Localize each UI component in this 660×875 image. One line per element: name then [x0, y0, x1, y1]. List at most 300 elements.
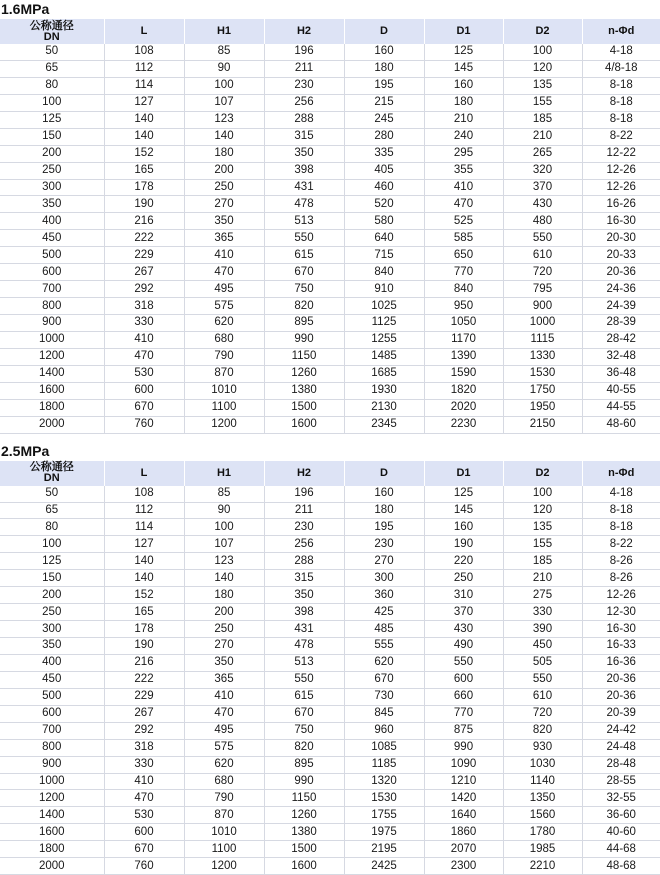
table-row	[0, 587, 660, 604]
cell-h2: 750	[264, 281, 344, 298]
cell-h1: 495	[184, 281, 264, 298]
cell-l: 178	[104, 179, 184, 196]
cell-dn: 200	[0, 145, 104, 162]
table-row	[0, 196, 660, 213]
cell-h2: 1380	[264, 824, 344, 841]
header-l: L	[104, 461, 184, 486]
cell-d2: 820	[503, 722, 582, 739]
cell-n-phi-d: 16-36	[582, 654, 660, 671]
cell-h2: 820	[264, 298, 344, 315]
cell-d1: 355	[424, 162, 503, 179]
header-n-phi-d: n-Φd	[582, 461, 660, 486]
cell-d2: 2150	[503, 416, 582, 433]
cell-d1: 1590	[424, 365, 503, 382]
cell-d2: 900	[503, 298, 582, 315]
cell-h2: 1150	[264, 348, 344, 365]
header-d2: D2	[503, 19, 582, 44]
cell-h2: 513	[264, 654, 344, 671]
cell-dn: 125	[0, 111, 104, 128]
cell-h2: 230	[264, 77, 344, 94]
cell-h1: 365	[184, 671, 264, 688]
cell-n-phi-d: 36-48	[582, 365, 660, 382]
cell-n-phi-d: 20-30	[582, 230, 660, 247]
cell-d1: 145	[424, 60, 503, 77]
cell-h2: 256	[264, 94, 344, 111]
cell-d1: 410	[424, 179, 503, 196]
header-h2: H2	[264, 461, 344, 486]
cell-d2: 370	[503, 179, 582, 196]
cell-d: 1975	[344, 824, 424, 841]
cell-n-phi-d: 12-26	[582, 587, 660, 604]
cell-d2: 1530	[503, 365, 582, 382]
cell-d1: 1210	[424, 773, 503, 790]
cell-dn: 450	[0, 671, 104, 688]
cell-d2: 450	[503, 638, 582, 655]
cell-l: 127	[104, 94, 184, 111]
cell-h1: 123	[184, 553, 264, 570]
cell-h1: 250	[184, 621, 264, 638]
table-row	[0, 365, 660, 382]
cell-d2: 210	[503, 128, 582, 145]
cell-dn: 1800	[0, 841, 104, 858]
cell-dn: 1600	[0, 824, 104, 841]
cell-l: 267	[104, 264, 184, 281]
cell-d1: 125	[424, 44, 503, 60]
cell-l: 165	[104, 162, 184, 179]
cell-d1: 950	[424, 298, 503, 315]
table-row	[0, 841, 660, 858]
cell-h1: 350	[184, 213, 264, 230]
cell-d1: 295	[424, 145, 503, 162]
table-row	[0, 77, 660, 94]
cell-d1: 770	[424, 705, 503, 722]
cell-dn: 1000	[0, 773, 104, 790]
table-row	[0, 858, 660, 875]
cell-l: 470	[104, 790, 184, 807]
cell-dn: 80	[0, 77, 104, 94]
table-row	[0, 502, 660, 519]
cell-h1: 270	[184, 196, 264, 213]
spec-table	[0, 461, 660, 875]
cell-l: 140	[104, 570, 184, 587]
cell-h2: 990	[264, 331, 344, 348]
cell-d2: 720	[503, 264, 582, 281]
cell-h2: 550	[264, 671, 344, 688]
cell-d: 195	[344, 519, 424, 536]
table-row	[0, 519, 660, 536]
cell-h1: 1100	[184, 399, 264, 416]
table-row	[0, 382, 660, 399]
cell-h2: 1260	[264, 807, 344, 824]
cell-d1: 2230	[424, 416, 503, 433]
cell-l: 108	[104, 44, 184, 60]
table-row	[0, 570, 660, 587]
cell-dn: 350	[0, 638, 104, 655]
section-title: 1.6MPa	[1, 1, 50, 17]
cell-n-phi-d: 12-26	[582, 179, 660, 196]
cell-n-phi-d: 20-39	[582, 705, 660, 722]
cell-n-phi-d: 16-26	[582, 196, 660, 213]
cell-h1: 200	[184, 162, 264, 179]
cell-l: 222	[104, 671, 184, 688]
cell-d: 910	[344, 281, 424, 298]
cell-d2: 135	[503, 77, 582, 94]
cell-d: 460	[344, 179, 424, 196]
cell-l: 178	[104, 621, 184, 638]
cell-d: 1755	[344, 807, 424, 824]
cell-h1: 1010	[184, 824, 264, 841]
cell-d1: 875	[424, 722, 503, 739]
cell-l: 165	[104, 604, 184, 621]
cell-h2: 1150	[264, 790, 344, 807]
cell-n-phi-d: 16-30	[582, 213, 660, 230]
cell-h2: 1260	[264, 365, 344, 382]
cell-l: 114	[104, 77, 184, 94]
table-row	[0, 621, 660, 638]
cell-d2: 320	[503, 162, 582, 179]
cell-h1: 1200	[184, 858, 264, 875]
cell-d: 1930	[344, 382, 424, 399]
cell-d2: 930	[503, 739, 582, 756]
cell-dn: 450	[0, 230, 104, 247]
table-row	[0, 739, 660, 756]
cell-d2: 185	[503, 553, 582, 570]
cell-l: 216	[104, 654, 184, 671]
cell-n-phi-d: 24-36	[582, 281, 660, 298]
cell-h2: 478	[264, 638, 344, 655]
cell-h2: 230	[264, 519, 344, 536]
cell-h1: 1010	[184, 382, 264, 399]
cell-h2: 256	[264, 536, 344, 553]
cell-dn: 100	[0, 536, 104, 553]
cell-dn: 1400	[0, 365, 104, 382]
header-row	[0, 461, 660, 486]
cell-h2: 895	[264, 315, 344, 332]
cell-d: 1025	[344, 298, 424, 315]
cell-l: 530	[104, 807, 184, 824]
table-body	[0, 44, 660, 433]
header-dn-line1: 公称通径	[29, 19, 74, 32]
header-n-phi-d: n-Φd	[582, 19, 660, 44]
cell-h2: 820	[264, 739, 344, 756]
cell-dn: 500	[0, 688, 104, 705]
cell-h1: 470	[184, 264, 264, 281]
table-row	[0, 638, 660, 655]
cell-h2: 196	[264, 44, 344, 60]
cell-h1: 85	[184, 486, 264, 502]
cell-dn: 600	[0, 705, 104, 722]
cell-n-phi-d: 8-26	[582, 553, 660, 570]
cell-dn: 50	[0, 486, 104, 502]
cell-d2: 330	[503, 604, 582, 621]
cell-h2: 513	[264, 213, 344, 230]
cell-d: 1685	[344, 365, 424, 382]
cell-h2: 431	[264, 179, 344, 196]
cell-d1: 2020	[424, 399, 503, 416]
cell-l: 140	[104, 111, 184, 128]
header-h1: H1	[184, 19, 264, 44]
cell-d: 1085	[344, 739, 424, 756]
cell-h2: 1380	[264, 382, 344, 399]
cell-n-phi-d: 8-18	[582, 77, 660, 94]
cell-l: 292	[104, 722, 184, 739]
cell-d: 845	[344, 705, 424, 722]
cell-dn: 600	[0, 264, 104, 281]
cell-h1: 365	[184, 230, 264, 247]
cell-d2: 795	[503, 281, 582, 298]
cell-h1: 680	[184, 773, 264, 790]
cell-dn: 300	[0, 179, 104, 196]
cell-dn: 65	[0, 60, 104, 77]
cell-h1: 495	[184, 722, 264, 739]
table-row	[0, 230, 660, 247]
cell-h2: 478	[264, 196, 344, 213]
cell-l: 600	[104, 824, 184, 841]
cell-n-phi-d: 24-48	[582, 739, 660, 756]
cell-l: 216	[104, 213, 184, 230]
cell-d: 1255	[344, 331, 424, 348]
cell-d1: 1820	[424, 382, 503, 399]
cell-dn: 350	[0, 196, 104, 213]
cell-l: 530	[104, 365, 184, 382]
cell-h1: 85	[184, 44, 264, 60]
cell-h2: 750	[264, 722, 344, 739]
table-row	[0, 145, 660, 162]
cell-h1: 470	[184, 705, 264, 722]
cell-h1: 620	[184, 756, 264, 773]
cell-l: 330	[104, 756, 184, 773]
cell-d2: 135	[503, 519, 582, 536]
table-row	[0, 348, 660, 365]
cell-h2: 615	[264, 247, 344, 264]
cell-d: 195	[344, 77, 424, 94]
cell-d: 270	[344, 553, 424, 570]
cell-d1: 190	[424, 536, 503, 553]
cell-d2: 550	[503, 230, 582, 247]
cell-n-phi-d: 24-39	[582, 298, 660, 315]
cell-d: 230	[344, 536, 424, 553]
section-title: 2.5MPa	[1, 442, 50, 459]
cell-d1: 220	[424, 553, 503, 570]
cell-h2: 670	[264, 705, 344, 722]
cell-d2: 610	[503, 688, 582, 705]
cell-n-phi-d: 8-22	[582, 128, 660, 145]
cell-d: 1530	[344, 790, 424, 807]
cell-d: 520	[344, 196, 424, 213]
table-section-1-6mpa	[0, 0, 660, 434]
cell-l: 112	[104, 502, 184, 519]
table-row	[0, 128, 660, 145]
cell-d1: 1860	[424, 824, 503, 841]
header-dn-line2: DN	[43, 30, 60, 43]
cell-h2: 431	[264, 621, 344, 638]
table-row	[0, 179, 660, 196]
cell-d1: 1640	[424, 807, 503, 824]
header-dn-line1: 公称通径	[29, 461, 74, 474]
header-d: D	[344, 461, 424, 486]
header-dn	[0, 461, 104, 486]
cell-d1: 250	[424, 570, 503, 587]
cell-dn: 150	[0, 128, 104, 145]
cell-d1: 1420	[424, 790, 503, 807]
cell-d: 215	[344, 94, 424, 111]
cell-d: 360	[344, 587, 424, 604]
header-h1: H1	[184, 461, 264, 486]
cell-d1: 1390	[424, 348, 503, 365]
cell-d2: 210	[503, 570, 582, 587]
cell-d1: 370	[424, 604, 503, 621]
cell-d: 1125	[344, 315, 424, 332]
cell-d: 840	[344, 264, 424, 281]
cell-d2: 100	[503, 44, 582, 60]
cell-d: 425	[344, 604, 424, 621]
header-h2: H2	[264, 19, 344, 44]
table-row	[0, 688, 660, 705]
cell-d2: 155	[503, 94, 582, 111]
cell-d1: 525	[424, 213, 503, 230]
cell-dn: 2000	[0, 858, 104, 875]
table-row	[0, 298, 660, 315]
cell-d1: 1090	[424, 756, 503, 773]
cell-n-phi-d: 32-48	[582, 348, 660, 365]
cell-h1: 790	[184, 790, 264, 807]
cell-l: 114	[104, 519, 184, 536]
table-row	[0, 331, 660, 348]
cell-d2: 1950	[503, 399, 582, 416]
cell-n-phi-d: 48-68	[582, 858, 660, 875]
cell-l: 108	[104, 486, 184, 502]
cell-h2: 1600	[264, 858, 344, 875]
cell-h1: 100	[184, 77, 264, 94]
cell-n-phi-d: 20-33	[582, 247, 660, 264]
cell-d: 2345	[344, 416, 424, 433]
cell-h1: 1200	[184, 416, 264, 433]
cell-n-phi-d: 28-42	[582, 331, 660, 348]
cell-d: 2130	[344, 399, 424, 416]
cell-d1: 1050	[424, 315, 503, 332]
cell-dn: 50	[0, 44, 104, 60]
cell-l: 760	[104, 858, 184, 875]
cell-d2: 1350	[503, 790, 582, 807]
cell-l: 190	[104, 638, 184, 655]
cell-d: 620	[344, 654, 424, 671]
cell-d: 1485	[344, 348, 424, 365]
cell-dn: 700	[0, 722, 104, 739]
cell-d: 715	[344, 247, 424, 264]
cell-n-phi-d: 44-55	[582, 399, 660, 416]
cell-d2: 265	[503, 145, 582, 162]
cell-d2: 505	[503, 654, 582, 671]
cell-n-phi-d: 4/8-18	[582, 60, 660, 77]
table-row	[0, 536, 660, 553]
table-row	[0, 722, 660, 739]
cell-dn: 125	[0, 553, 104, 570]
cell-dn: 1200	[0, 348, 104, 365]
cell-dn: 1400	[0, 807, 104, 824]
cell-h1: 90	[184, 502, 264, 519]
cell-d2: 275	[503, 587, 582, 604]
cell-l: 670	[104, 841, 184, 858]
cell-dn: 250	[0, 604, 104, 621]
table-row	[0, 604, 660, 621]
cell-n-phi-d: 12-26	[582, 162, 660, 179]
cell-d2: 1140	[503, 773, 582, 790]
table-row	[0, 553, 660, 570]
table-row	[0, 213, 660, 230]
cell-d2: 430	[503, 196, 582, 213]
cell-h2: 1500	[264, 399, 344, 416]
cell-dn: 100	[0, 94, 104, 111]
table-section-2-5mpa	[0, 442, 660, 875]
cell-dn: 400	[0, 654, 104, 671]
cell-n-phi-d: 8-18	[582, 519, 660, 536]
cell-n-phi-d: 28-48	[582, 756, 660, 773]
cell-d2: 1560	[503, 807, 582, 824]
cell-l: 318	[104, 298, 184, 315]
cell-dn: 800	[0, 739, 104, 756]
cell-d2: 390	[503, 621, 582, 638]
cell-dn: 900	[0, 756, 104, 773]
cell-d2: 1750	[503, 382, 582, 399]
cell-dn: 2000	[0, 416, 104, 433]
cell-d: 160	[344, 486, 424, 502]
header-dn-line2: DN	[43, 472, 60, 485]
cell-d1: 2300	[424, 858, 503, 875]
table-row	[0, 807, 660, 824]
cell-d1: 840	[424, 281, 503, 298]
cell-h2: 211	[264, 502, 344, 519]
header-row	[0, 19, 660, 44]
cell-n-phi-d: 4-18	[582, 44, 660, 60]
cell-h2: 990	[264, 773, 344, 790]
cell-h1: 180	[184, 587, 264, 604]
cell-d: 640	[344, 230, 424, 247]
table-row	[0, 111, 660, 128]
cell-d1: 240	[424, 128, 503, 145]
cell-d: 1320	[344, 773, 424, 790]
cell-l: 152	[104, 145, 184, 162]
cell-d: 1185	[344, 756, 424, 773]
cell-h2: 315	[264, 570, 344, 587]
cell-h1: 575	[184, 739, 264, 756]
table-row	[0, 399, 660, 416]
header-dn	[0, 19, 104, 44]
cell-dn: 900	[0, 315, 104, 332]
cell-l: 112	[104, 60, 184, 77]
cell-d1: 600	[424, 671, 503, 688]
cell-h1: 350	[184, 654, 264, 671]
cell-l: 410	[104, 773, 184, 790]
cell-d: 670	[344, 671, 424, 688]
table-row	[0, 671, 660, 688]
table-body	[0, 486, 660, 875]
cell-d: 160	[344, 44, 424, 60]
cell-n-phi-d: 8-18	[582, 94, 660, 111]
cell-h1: 270	[184, 638, 264, 655]
cell-h1: 200	[184, 604, 264, 621]
cell-d1: 180	[424, 94, 503, 111]
cell-d2: 550	[503, 671, 582, 688]
cell-n-phi-d: 16-30	[582, 621, 660, 638]
cell-n-phi-d: 40-55	[582, 382, 660, 399]
cell-dn: 300	[0, 621, 104, 638]
cell-h1: 870	[184, 365, 264, 382]
cell-d2: 610	[503, 247, 582, 264]
cell-n-phi-d: 12-22	[582, 145, 660, 162]
cell-dn: 1000	[0, 331, 104, 348]
cell-h2: 550	[264, 230, 344, 247]
cell-d: 2195	[344, 841, 424, 858]
